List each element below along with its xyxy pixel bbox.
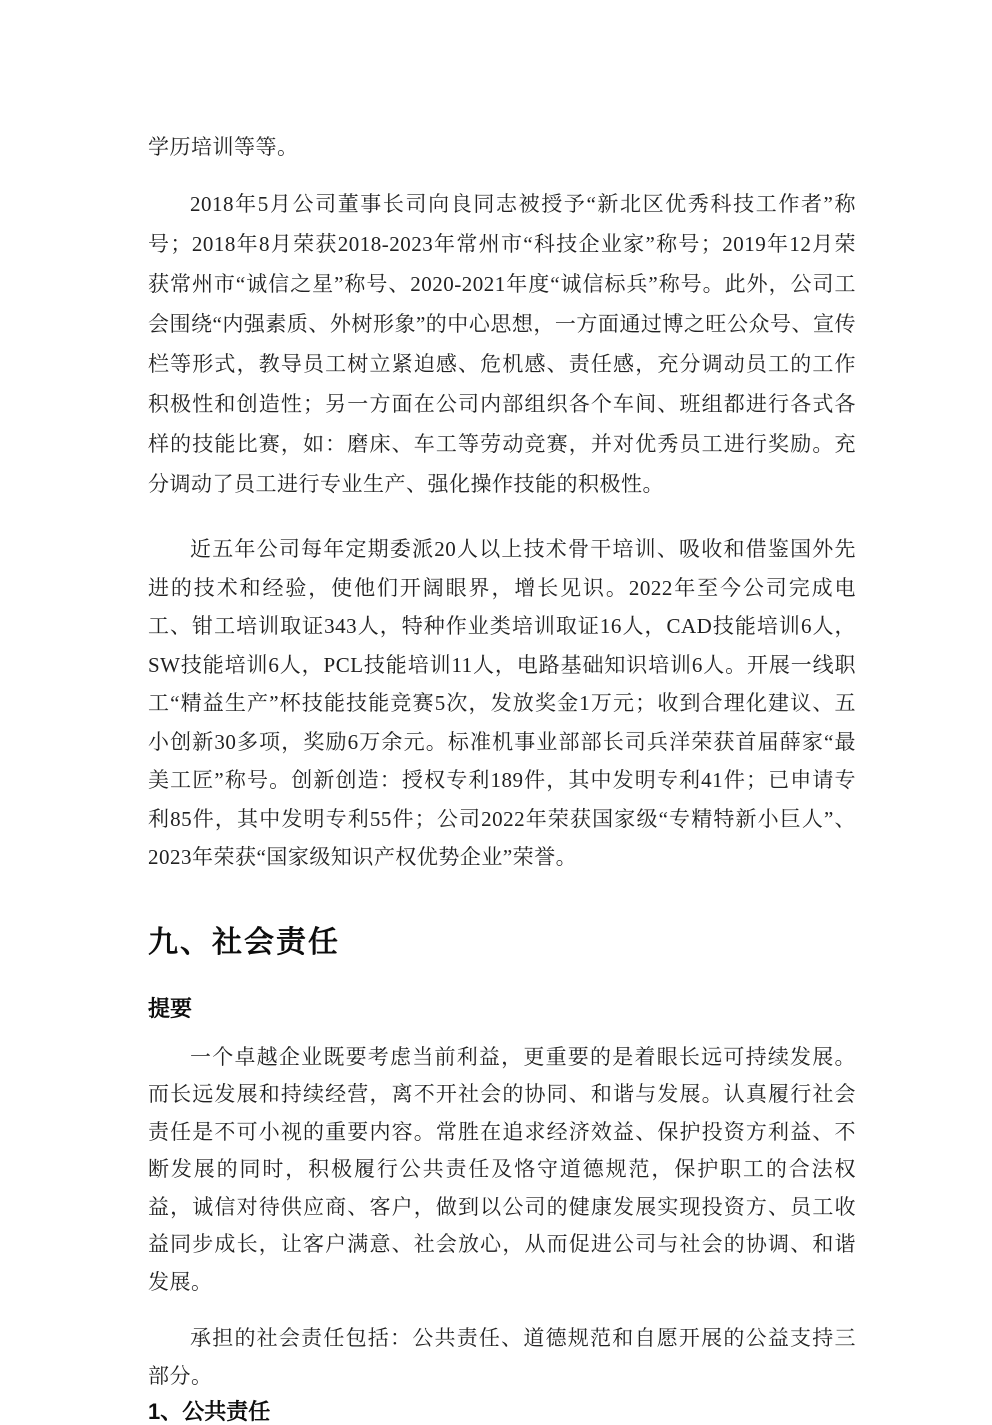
section-heading-social-responsibility: 九、社会责任	[148, 925, 340, 959]
paragraph-responsibility-scope: 承担的社会责任包括：公共责任、道德规范和自愿开展的公益支持三部分。	[148, 1326, 856, 1388]
paragraph-company-honors: 2018年5月公司董事长司向良同志被授予“新北区优秀科技工作者”称号；2018年8月荣获2018-2023年常州市“科技企业家”称号；2019年12月荣获常州市“诚信之星”称号、2020-2021年度“诚信标兵”称号。此外，公司工会围绕“内强素质、外树形象”的中心思想，一方面通过博之旺公众号、宣传栏等形式，教导员工树立紧迫感、危机感、责任感，充分调动员工的工作积极性和创造性；另一方面在公司内部组织各个车间、班组都进行各式各样的技能比赛，如：磨床、车工等劳动竞赛，并对优秀员工进行奖励。充分调动了员工进行专业生产、强化操作技能的积极性。	[148, 192, 856, 496]
paragraph-training-achievements: 近五年公司每年定期委派20人以上技术骨干培训、吸收和借鉴国外先进的技术和经验，使他们开阔眼界，增长见识。2022年至今公司完成电工、钳工培训取证343人，特种作业类培训取证16人，CAD技能培训6人，SW技能培训6人，PCL技能培训11人，电路基础知识培训6人。开展一线职工“精益生产”杯技能技能竞赛5次，发放奖金1万元；收到合理化建议、五小创新30多项，奖励6万余元。标准机事业部部长司兵洋荣获首届薛家“最美工匠”称号。创新创造：授权专利189件，其中发明专利41件；已申请专利85件，其中发明专利55件；公司2022年荣获国家级“专精特新小巨人”、2023年荣获“国家级知识产权优势企业”荣誉。	[148, 537, 856, 869]
paragraph-continuation: 学历培训等等。	[148, 135, 299, 159]
summary-heading: 提要	[148, 995, 193, 1021]
page-content	[148, 126, 856, 1425]
paragraph-summary: 一个卓越企业既要考虑当前利益，更重要的是着眼长远可持续发展。而长远发展和持续经营，离不开社会的协同、和谐与发展。认真履行社会责任是不可小视的重要内容。常胜在追求经济效益、保护投资方利益、不断发展的同时，积极履行公共责任及恪守道德规范，保护职工的合法权益，诚信对待供应商、客户，做到以公司的健康发展实现投资方、员工收益同步成长，让客户满意、社会放心，从而促进公司与社会的协调、和谐发展。	[148, 1044, 856, 1294]
subsection-heading-public-responsibility: 1、公共责任	[148, 1399, 271, 1424]
